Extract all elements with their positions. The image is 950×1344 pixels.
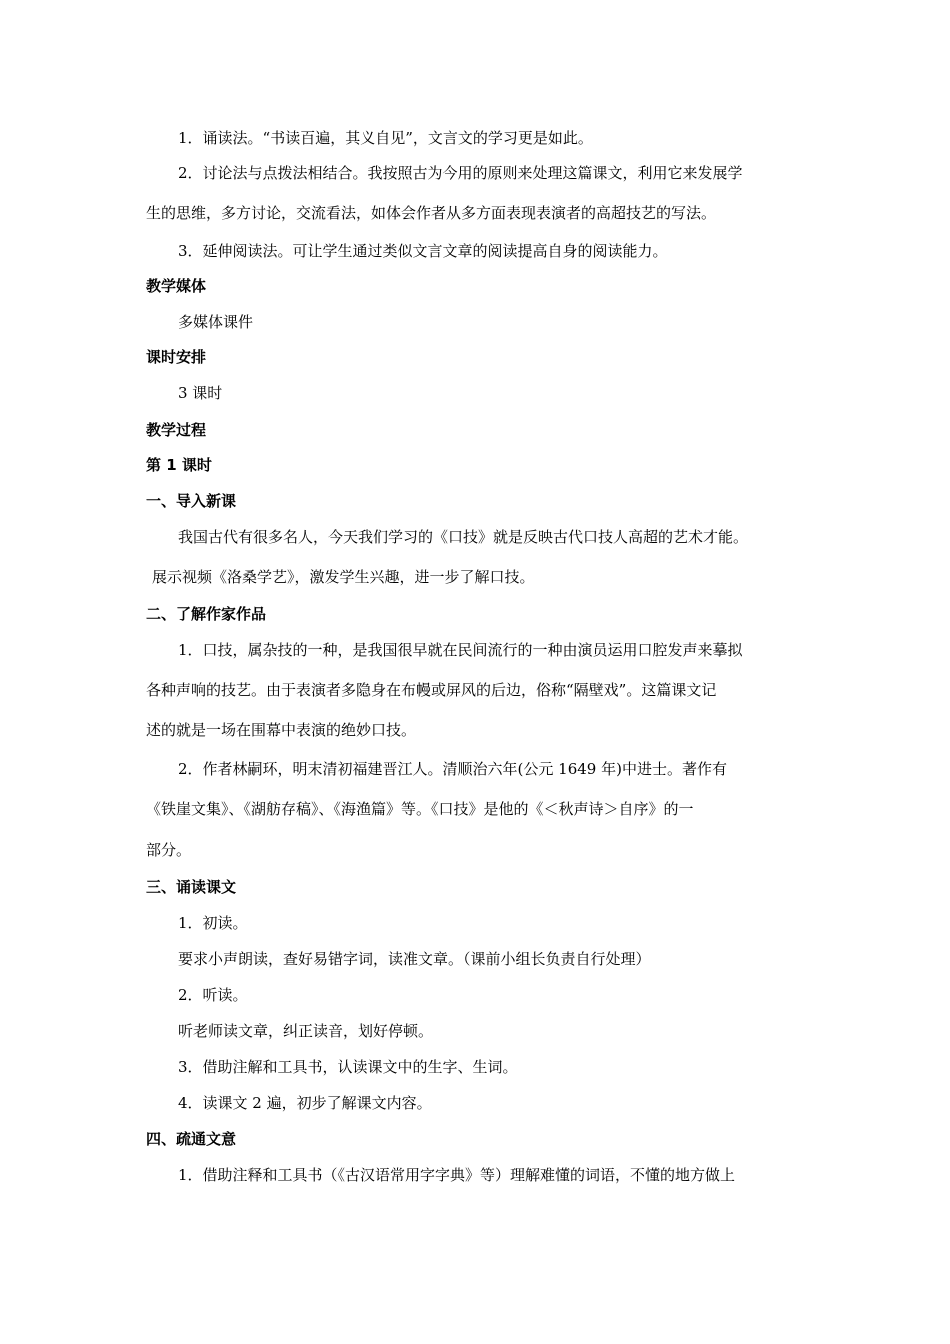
heading-lesson-1: 第 1 课时 bbox=[146, 456, 212, 474]
first-reading: 1．初读。 bbox=[178, 914, 248, 932]
method-discussion: 2．讨论法与点拨法相结合。我按照古为今用的原则来处理这篇课文，利用它来发展学 bbox=[178, 164, 743, 182]
listen-reading-requirement: 听老师读文章，纠正读音，划好停顿。 bbox=[178, 1022, 434, 1040]
heading-teaching-media: 教学媒体 bbox=[146, 277, 207, 295]
kouji-definition-cont-1: 各种声响的技艺。由于表演者多隐身在布幔或屏风的后边，俗称“隔壁戏”。这篇课文记 bbox=[146, 681, 717, 699]
author-works: 《铁崖文集》、《湖舫存稿》、《海渔篇》等。《口技》是他的《＜秋声诗＞自序》的一 bbox=[146, 800, 694, 818]
author-works-cont: 部分。 bbox=[146, 841, 192, 859]
method-reading: 1．诵读法。“书读百遍，其义自见”，文言文的学习更是如此。 bbox=[178, 129, 593, 147]
heading-author-works: 二、了解作家作品 bbox=[146, 605, 267, 623]
heading-introduction: 一、导入新课 bbox=[146, 492, 237, 510]
understand-text-step: 1．借助注释和工具书（《古汉语常用字字典》等）理解难懂的词语，不懂的地方做上 bbox=[178, 1166, 736, 1184]
heading-class-schedule: 课时安排 bbox=[146, 348, 207, 366]
first-reading-requirement: 要求小声朗读，查好易错字词，读准文章。（课前小组长负责自行处理） bbox=[178, 950, 651, 968]
read-twice-step: 4．读课文 2 遍，初步了解课文内容。 bbox=[178, 1094, 432, 1112]
vocabulary-step: 3．借助注解和工具书，认读课文中的生字、生词。 bbox=[178, 1058, 518, 1076]
kouji-definition-cont-2: 述的就是一场在围幕中表演的绝妙口技。 bbox=[146, 721, 417, 739]
heading-recite-text: 三、诵读课文 bbox=[146, 878, 237, 896]
class-schedule-text: 3 课时 bbox=[178, 384, 223, 402]
listen-reading: 2．听读。 bbox=[178, 986, 248, 1004]
method-discussion-cont: 生的思维，多方讨论，交流看法，如体会作者从多方面表现表演者的高超技艺的写法。 bbox=[146, 204, 717, 222]
heading-understand-text: 四、疏通文意 bbox=[146, 1130, 237, 1148]
introduction-video: 展示视频《洛桑学艺》，激发学生兴趣，进一步了解口技。 bbox=[152, 568, 535, 586]
introduction-text: 我国古代有很多名人，今天我们学习的《口技》就是反映古代口技人高超的艺术才能。 bbox=[178, 528, 749, 546]
teaching-media-text: 多媒体课件 bbox=[178, 313, 254, 331]
author-intro: 2．作者林嗣环，明末清初福建晋江人。清顺治六年(公元 1649 年)中进士。著作有 bbox=[178, 760, 727, 778]
kouji-definition: 1．口技，属杂技的一种，是我国很早就在民间流行的一种由演员运用口腔发声来摹拟 bbox=[178, 641, 743, 659]
method-extended-reading: 3．延伸阅读法。可让学生通过类似文言文章的阅读提高自身的阅读能力。 bbox=[178, 242, 668, 260]
heading-teaching-process: 教学过程 bbox=[146, 421, 207, 439]
